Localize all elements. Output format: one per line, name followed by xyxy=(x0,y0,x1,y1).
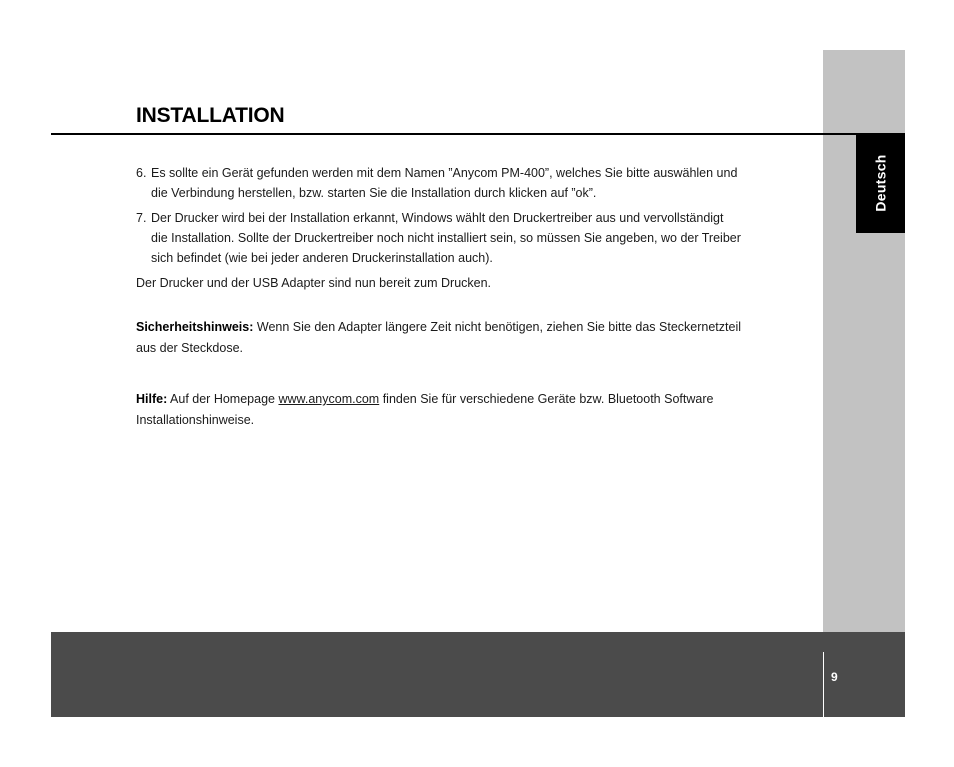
page-number: 9 xyxy=(831,670,838,684)
step-line: sich befindet (wie bei jeder anderen Druckerinstallation auch). xyxy=(151,251,493,265)
footer-divider xyxy=(823,652,824,717)
page-title: INSTALLATION xyxy=(136,104,285,127)
help-label: Hilfe: xyxy=(136,392,168,406)
help-text-after: finden Sie für verschiedene Geräte bzw. Bluetooth Software xyxy=(382,392,714,406)
language-tab-label: Deutsch xyxy=(872,154,889,212)
step-line: die Verbindung herstellen, bzw. starten Sie die Installation durch klicken auf ”ok”. xyxy=(151,186,597,200)
title-divider xyxy=(51,133,856,135)
homepage-link[interactable]: www.anycom.com xyxy=(278,392,380,406)
step-number: 7. xyxy=(136,211,147,225)
language-tab-label-wrap xyxy=(856,133,905,233)
ready-paragraph: Der Drucker und der USB Adapter sind nun bereit zum Drucken. xyxy=(136,276,492,290)
safety-label: Sicherheitshinweis: xyxy=(136,320,254,334)
safety-text-line2: aus der Steckdose. xyxy=(136,341,244,355)
step-line: Es sollte ein Gerät gefunden werden mit dem Namen ”Anycom PM-400”, welches Sie bitte auswählen und xyxy=(151,166,738,180)
help-text-line2: Installationshinweise. xyxy=(136,413,255,427)
main-content xyxy=(136,163,796,431)
step-line: die Installation. Sollte der Druckertreiber noch nicht installiert sein, so müssen Sie angeben, wo der Treiber xyxy=(151,231,741,245)
step-number: 6. xyxy=(136,166,147,180)
safety-text: Wenn Sie den Adapter längere Zeit nicht benötigen, ziehen Sie bitte das Steckernetzteil xyxy=(256,320,741,334)
help-text-before: Auf der Homepage xyxy=(170,392,275,406)
list-item-step-7 xyxy=(136,208,796,268)
footer-bar xyxy=(51,632,905,717)
step-line: Der Drucker wird bei der Installation erkannt, Windows wählt den Druckertreiber aus und vervollständigt xyxy=(151,211,724,225)
list-item-step-6 xyxy=(136,163,796,203)
help-note xyxy=(136,389,796,431)
safety-note xyxy=(136,317,796,359)
